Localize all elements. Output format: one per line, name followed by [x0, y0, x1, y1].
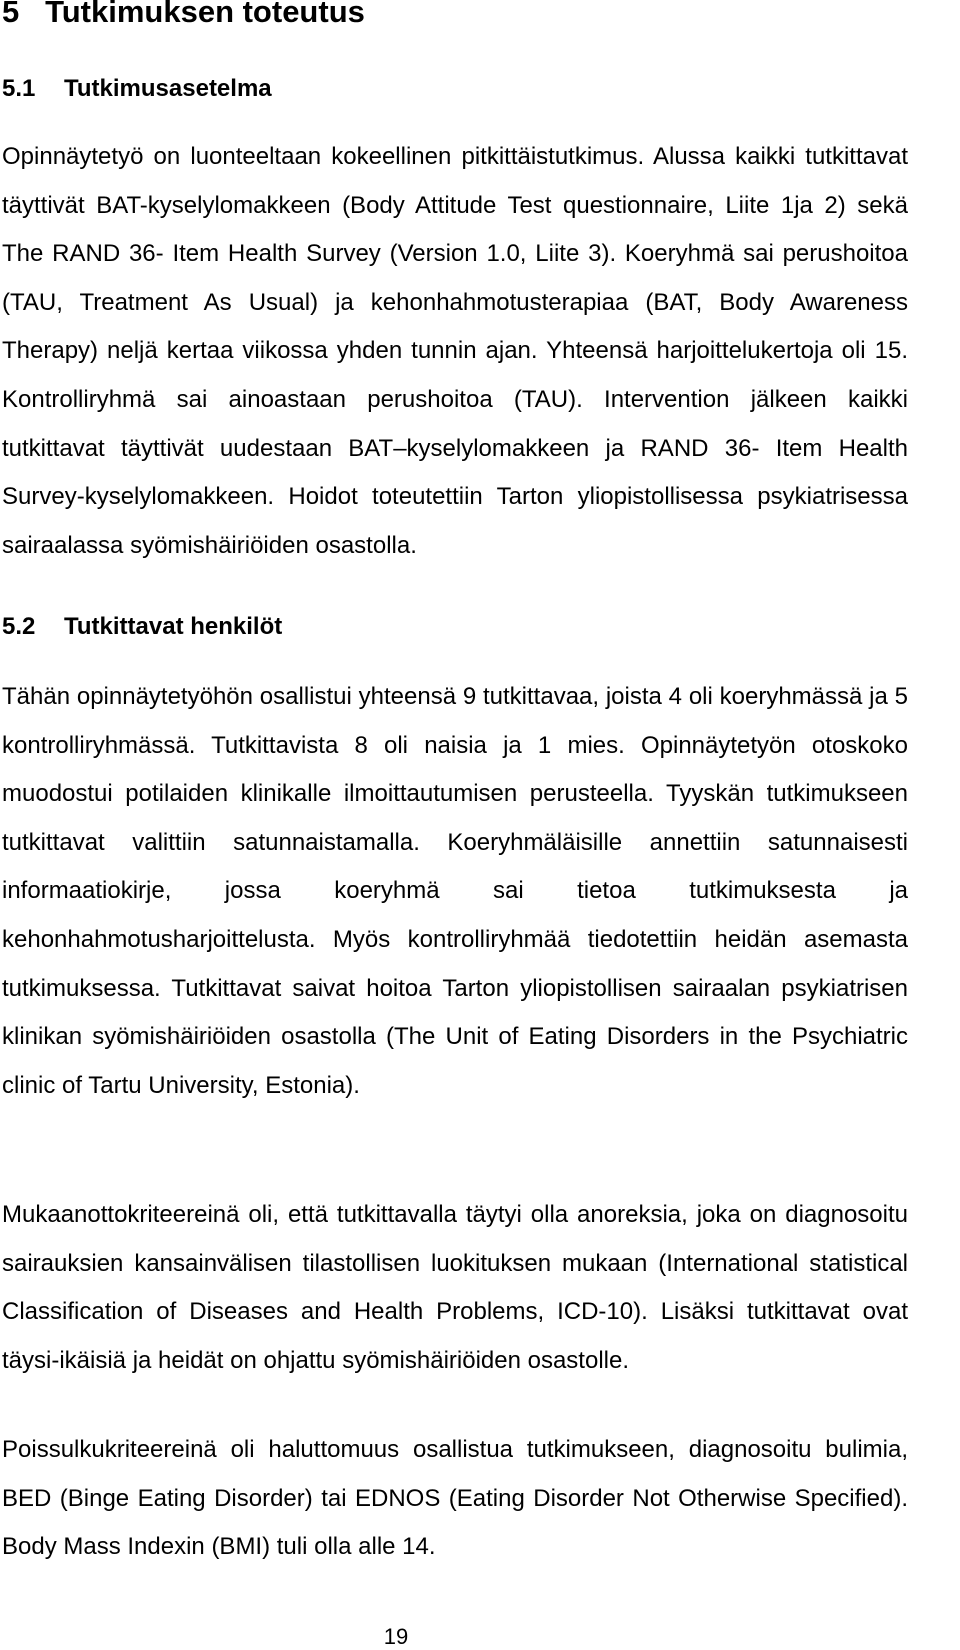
paragraph-participants: Tähän opinnäytetyöhön osallistui yhteensä 9 tutkittavaa, joista 4 oli koeryhmässä ja 5 kontrolliryhmässä. Tutkittavista 8 oli naisia ja 1 mies. Opinnäytetyön otoskoko muodostui potilaiden klinikalle ilmoittautumisen perusteella. Tyyskän tutkimukseen tutkittavat valittiin satunnaistamalla. Koeryhmäläisille annettiin satunnaisesti informaatiokirje, jossa koeryhmä sai tietoa tutkimuksesta ja kehonhahmotusharjoittelusta. Myös kontrolliryhmää tiedotettiin heidän asemasta tutkimuksessa. Tutkittavat saivat hoitoa Tarton yliopistollisen sairaalan psykiatrisen klinikan syömishäiriöiden osastolla (The Unit of Eating Disorders in the Psychiatric clinic of Tartu University, Estonia).	[2, 683, 908, 1099]
section-title: Tutkimusasetelma	[64, 75, 272, 102]
section-number: 5.1	[2, 75, 36, 102]
paragraph-exclusion-criteria: Poissulkukriteereinä oli haluttomuus osallistua tutkimukseen, diagnosoitu bulimia, BED (Binge Eating Disorder) tai EDNOS (Eating Disorder Not Otherwise Specified). Body Mass Indexin (BMI) tuli olla alle 14.	[2, 1436, 908, 1561]
paragraph-inclusion-criteria: Mukaanottokriteereinä oli, että tutkittavalla täytyi olla anoreksia, joka on diagnosoitu sairauksien kansainvälisen tilastollisen luokituksen mukaan (International statistical Classification of Diseases and Health Problems, ICD-10). Lisäksi tutkittavat ovat täysi-ikäisiä ja heidät on ohjattu syömishäiriöiden osastolle.	[2, 1201, 908, 1374]
section-heading-tutkittavat-henkilot	[2, 612, 282, 642]
chapter-heading	[2, 0, 365, 32]
chapter-number: 5	[2, 0, 20, 29]
chapter-title: Tutkimuksen toteutus	[45, 0, 365, 29]
page-number: 19	[383, 1624, 409, 1649]
paragraph-study-design: Opinnäytetyö on luonteeltaan kokeellinen pitkittäistutkimus. Alussa kaikki tutkittavat täyttivät BAT-kyselylomakkeen (Body Attitude Test questionnaire, Liite 1ja 2) sekä The RAND 36- Item Health Survey (Version 1.0, Liite 3). Koeryhmä sai perushoitoa (TAU, Treatment As Usual) ja kehonhahmotusterapiaa (BAT, Body Awareness Therapy) neljä kertaa viikossa yhden tunnin ajan. Yhteensä harjoittelukertoja oli 15. Kontrolliryhmä sai ainoastaan perushoitoa (TAU). Intervention jälkeen kaikki tutkittavat täyttivät uudestaan BAT–kyselylomakkeen ja RAND 36- Item Health Survey-kyselylomakkeen. Hoidot toteutettiin Tarton yliopistollisessa psykiatrisessa sairaalassa syömishäiriöiden osastolla.	[2, 143, 908, 559]
section-title: Tutkittavat henkilöt	[64, 613, 283, 640]
section-heading-tutkimusasetelma	[2, 74, 272, 104]
section-number: 5.2	[2, 613, 36, 640]
